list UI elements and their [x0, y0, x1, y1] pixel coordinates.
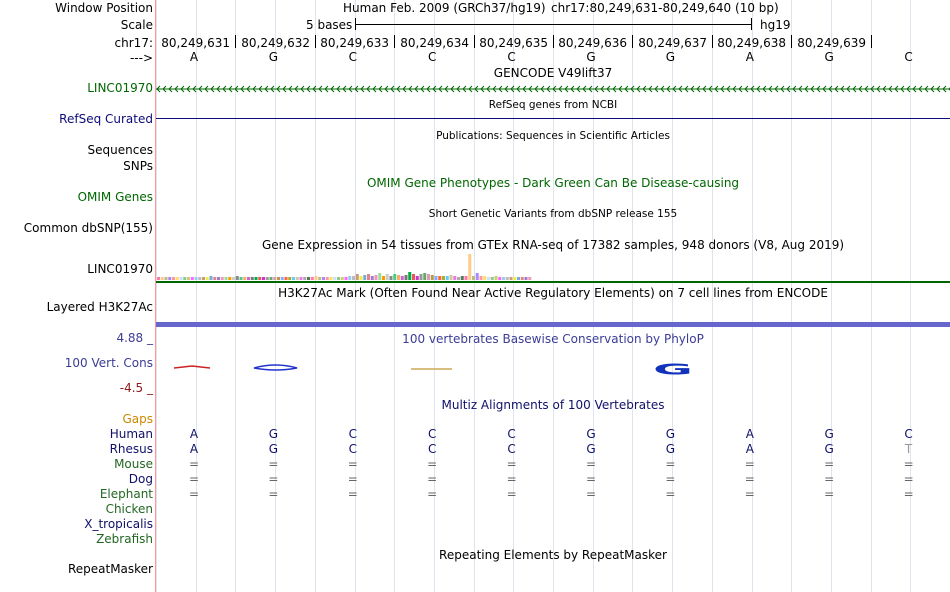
gtex-tissue-bar	[165, 277, 168, 280]
dbsnp-track-label[interactable]: Common dbSNP(155)	[23, 221, 153, 235]
alignment-base-rhesus: C	[427, 442, 437, 456]
phylop-min-label: -4.5 _	[119, 381, 153, 395]
gtex-tissue-bar	[435, 276, 438, 280]
gtex-tissue-bar	[405, 275, 408, 280]
gtex-tissue-bar	[206, 277, 209, 280]
gtex-tissue-bar	[371, 276, 374, 280]
alignment-base-mouse: =	[506, 457, 517, 471]
window-position-label: Window Position	[55, 1, 153, 15]
ruler-coordinate: 80,249,631	[161, 36, 230, 50]
alignment-base-human: C	[904, 427, 913, 441]
alignment-base-mouse: =	[665, 457, 676, 471]
alignment-base-elephant: =	[268, 487, 279, 501]
gtex-tissue-bar	[183, 277, 186, 280]
alignment-base-elephant: =	[506, 487, 517, 501]
base-letter: C	[348, 50, 357, 64]
gtex-tissue-bar	[408, 272, 411, 280]
alignment-base-dog: =	[744, 472, 755, 486]
gtex-tissue-bar	[195, 277, 198, 280]
gtex-tissue-bar	[202, 277, 205, 280]
alignment-base-dog: =	[188, 472, 200, 486]
gtex-tissue-bar	[258, 277, 261, 280]
gtex-tissue-bar	[288, 277, 291, 280]
omim-track-label[interactable]: OMIM Genes	[77, 190, 153, 204]
alignment-base-mouse: =	[824, 457, 835, 471]
base-letter: A	[745, 50, 754, 64]
scale-bar-left-tick	[355, 18, 356, 30]
gtex-tissue-bar	[431, 275, 434, 280]
ruler-tick	[315, 35, 316, 48]
species-label-elephant[interactable]: Elephant	[99, 487, 153, 501]
gtex-tissue-bar	[502, 277, 505, 280]
ruler-coordinate: 80,249,639	[797, 36, 866, 50]
gtex-tissue-bar	[251, 277, 254, 280]
h3k27ac-track-title: H3K27Ac Mark (Often Found Near Active Regulatory Elements) on 7 cell lines from ENCODE	[278, 286, 828, 300]
gtex-tissue-bar	[285, 277, 288, 280]
phylop-conservation-plot[interactable]	[156, 355, 950, 379]
gtex-tissue-bar	[326, 277, 329, 280]
gtex-tissue-bar	[303, 277, 306, 280]
ruler-tick	[553, 35, 554, 48]
gtex-tissue-bar	[292, 277, 295, 280]
gtex-tissue-bar	[510, 277, 513, 280]
gtex-tissue-bar	[210, 276, 213, 280]
alignment-base-mouse: =	[347, 457, 358, 471]
scale-db-text: hg19	[760, 18, 791, 32]
base-letter: G	[824, 50, 834, 64]
base-letter: C	[904, 50, 913, 64]
refseq-gene-line[interactable]	[156, 118, 950, 119]
cons-track-label[interactable]: 100 Vert. Cons	[64, 356, 153, 370]
alignment-base-mouse: =	[744, 457, 755, 471]
ruler-coordinate: 80,249,637	[638, 36, 707, 50]
phylop-glyphs	[156, 355, 950, 379]
alignment-base-elephant: =	[585, 487, 597, 501]
species-label-mouse[interactable]: Mouse	[114, 457, 153, 471]
alignment-base-mouse: =	[903, 457, 914, 471]
gencode-gene-feature[interactable]	[156, 81, 950, 95]
gtex-tissue-bar	[180, 277, 183, 280]
alignment-base-mouse: =	[585, 457, 597, 471]
gtex-tissue-bar	[352, 276, 355, 280]
species-label-human[interactable]: Human	[109, 427, 153, 441]
gtex-tissue-bar	[255, 277, 258, 280]
gtex-tissue-bar	[337, 277, 340, 280]
gtex-tissue-bar	[356, 274, 359, 280]
alignment-base-human: C	[348, 427, 357, 441]
gtex-tissue-bar	[483, 276, 486, 280]
alignment-base-human: G	[824, 427, 834, 441]
omim-track-title: OMIM Gene Phenotypes - Dark Green Can Be Disease-causing	[366, 176, 740, 190]
gtex-tissue-bar	[472, 276, 475, 280]
alignment-base-dog: =	[903, 472, 914, 486]
gtex-tissue-bar	[382, 276, 385, 280]
gtex-tissue-bar	[277, 277, 280, 280]
alignment-base-human: C	[507, 427, 516, 441]
gtex-tissue-bar	[315, 276, 318, 280]
rmsk-track-title: Repeating Elements by RepeatMasker	[439, 548, 667, 562]
phylop-track-title: 100 vertebrates Basewise Conservation by PhyloP	[402, 332, 704, 346]
alignment-base-elephant: =	[665, 487, 676, 501]
ruler-coordinate: 80,249,634	[400, 36, 469, 50]
ruler-tick	[235, 35, 236, 48]
scale-label: Scale	[120, 18, 153, 32]
gtex-tissue-bar	[270, 277, 273, 280]
gtex-tissue-bar	[198, 277, 201, 280]
base-letter: G	[586, 50, 596, 64]
refseq-track-label[interactable]: RefSeq Curated	[59, 112, 153, 126]
alignment-base-rhesus: C	[507, 442, 516, 456]
gtex-tissue-bar	[528, 277, 531, 280]
alignment-base-rhesus: A	[745, 442, 754, 456]
gene-label-linc01970[interactable]: LINC01970	[87, 81, 153, 95]
gtex-tissue-bar	[423, 273, 426, 280]
species-label-dog[interactable]: Dog	[128, 472, 153, 486]
ruler-coordinate: 80,249,635	[479, 36, 548, 50]
gtex-tissue-bar	[311, 277, 314, 280]
gtex-tissue-bar	[393, 274, 396, 280]
gtex-tissue-bar	[322, 277, 325, 280]
base-letter: C	[427, 50, 437, 64]
multiz-track-title: Multiz Alignments of 100 Vertebrates	[441, 398, 665, 412]
gtex-tissue-bar	[281, 277, 284, 280]
species-label-x-tropicalis[interactable]: X_tropicalis	[84, 517, 153, 531]
ruler-tick	[712, 35, 713, 48]
gtex-tissue-bar	[172, 277, 175, 280]
publications-track-title: Publications: Sequences in Scientific Articles	[436, 130, 670, 142]
alignment-base-dog: =	[506, 472, 517, 486]
gtex-tissue-bar	[517, 277, 520, 280]
gtex-tissue-bar	[442, 276, 445, 280]
gtex-tissue-bar	[168, 277, 171, 280]
gtex-tissue-bar	[236, 276, 239, 280]
gtex-tissue-bar	[341, 277, 344, 280]
alignment-base-human: G	[586, 427, 596, 441]
alignment-base-mouse: =	[427, 457, 438, 471]
alignment-base-rhesus: G	[824, 442, 834, 456]
alignment-base-human: C	[427, 427, 437, 441]
species-label-rhesus[interactable]: Rhesus	[109, 442, 153, 456]
ruler-tick	[632, 35, 633, 48]
gtex-tissue-bar	[386, 274, 389, 280]
gtex-tissue-bar	[296, 277, 299, 280]
gtex-tissue-bar	[461, 276, 464, 280]
gtex-tissue-bar	[476, 273, 479, 280]
ruler-tick	[474, 35, 475, 48]
gtex-tissue-bar	[446, 276, 449, 280]
gtex-tissue-bar	[363, 275, 366, 280]
gtex-tissue-bar	[487, 277, 490, 280]
gaps-track-label[interactable]: Gaps	[122, 412, 153, 426]
repeatmasker-track-label[interactable]: RepeatMasker	[67, 562, 153, 576]
h3k27ac-track-label[interactable]: Layered H3K27Ac	[46, 300, 153, 314]
alignment-base-rhesus: G	[665, 442, 676, 456]
gtex-tissue-bar	[221, 277, 224, 280]
base-letter: G	[665, 50, 676, 64]
gtex-tissue-bar	[176, 277, 179, 280]
gtex-tissue-bar	[360, 276, 363, 280]
gtex-tissue-bar	[243, 277, 246, 280]
gtex-tissue-bar	[161, 277, 164, 280]
gtex-tissue-bar	[348, 276, 351, 280]
gtex-tissue-bar	[318, 277, 321, 280]
gtex-tissue-bar	[333, 277, 336, 280]
gtex-tissue-bar	[453, 276, 456, 280]
gtex-tissue-bar	[480, 276, 483, 280]
gtex-expression-chart[interactable]	[156, 252, 950, 282]
svg-text:G: G	[653, 360, 693, 379]
gtex-tissue-bar	[330, 277, 333, 280]
snps-track-label[interactable]: SNPs	[123, 159, 153, 173]
alignment-base-elephant: =	[824, 487, 835, 501]
alignment-base-rhesus: C	[348, 442, 357, 456]
gtex-tissue-bar	[262, 277, 265, 280]
gtex-tissue-bar	[420, 274, 423, 280]
gtex-tissue-bar	[217, 277, 220, 280]
base-letter: G	[268, 50, 279, 64]
position-text: chr17:80,249,631-80,249,640 (10 bp)	[551, 1, 779, 15]
gtex-tissue-bar	[240, 277, 243, 280]
gtex-tissue-bar	[157, 277, 160, 280]
track-data-area[interactable]	[155, 0, 950, 592]
ruler-tick	[394, 35, 395, 48]
scale-bases-text: 5 bases	[306, 18, 353, 32]
gtex-tissue-bar	[390, 276, 393, 280]
alignment-base-dog: =	[585, 472, 597, 486]
alignment-base-elephant: =	[347, 487, 358, 501]
gtex-tissue-bar	[506, 277, 509, 280]
gtex-track-title: Gene Expression in 54 tissues from GTEx RNA-seq of 17382 samples, 948 donors (V8, Aug 2019)	[261, 238, 845, 252]
alignment-base-dog: =	[347, 472, 358, 486]
alignment-base-human: A	[745, 427, 754, 441]
dbsnp-track-title: Short Genetic Variants from dbSNP release 155	[428, 208, 678, 220]
alignment-base-rhesus: A	[189, 442, 199, 456]
ruler-tick	[871, 35, 872, 48]
alignment-base-dog: =	[268, 472, 279, 486]
species-label-chicken[interactable]: Chicken	[105, 502, 153, 516]
gtex-tissue-bar	[498, 277, 501, 280]
gtex-tissue-bar	[416, 276, 419, 280]
alignment-base-elephant: =	[188, 487, 200, 501]
ruler-coordinate: 80,249,638	[717, 36, 786, 50]
alignment-base-elephant: =	[427, 487, 438, 501]
gtex-tissue-bar	[465, 276, 468, 280]
alignment-base-rhesus: T	[904, 442, 913, 456]
gtex-tissue-bar	[491, 277, 494, 280]
track-label-column	[0, 0, 155, 592]
gtex-tissue-bar	[225, 277, 228, 280]
gtex-tissue-bar	[375, 275, 378, 280]
species-label-zebrafish[interactable]: Zebrafish	[96, 532, 153, 546]
gtex-tissue-bar	[378, 273, 381, 280]
alignment-base-dog: =	[665, 472, 676, 486]
gtex-tissue-bar	[412, 274, 415, 280]
gtex-tissue-bar	[521, 277, 524, 280]
gtex-gene-bar	[156, 281, 950, 283]
gtex-tissue-bar	[427, 274, 430, 280]
alignment-base-mouse: =	[188, 457, 200, 471]
gtex-tissue-bar	[187, 277, 190, 280]
gtex-tissue-bar	[450, 275, 453, 280]
ruler-coordinate: 80,249,633	[320, 36, 389, 50]
gtex-tissue-bar	[525, 277, 528, 280]
gtex-tissue-bar	[367, 274, 370, 280]
alignment-base-dog: =	[427, 472, 438, 486]
base-letter: C	[507, 50, 516, 64]
refseq-track-title: RefSeq genes from NCBI	[488, 99, 618, 111]
alignment-base-elephant: =	[744, 487, 755, 501]
gtex-tissue-bar	[438, 276, 441, 280]
base-letter: A	[189, 50, 199, 64]
gtex-tissue-bar	[468, 254, 471, 280]
gtex-tissue-bar	[457, 277, 460, 280]
gtex-tissue-bar	[247, 277, 250, 280]
gtex-tissue-bar	[401, 276, 404, 280]
gtex-tissue-bar	[273, 277, 276, 280]
gtex-gene-label[interactable]: LINC01970	[87, 262, 153, 276]
gtex-tissue-bar	[397, 275, 400, 280]
gtex-tissue-bar	[513, 277, 516, 280]
gtex-tissue-bar	[495, 276, 498, 280]
ruler-coordinate: 80,249,636	[558, 36, 627, 50]
scale-bar	[355, 24, 752, 25]
chrom-label: chr17:	[114, 36, 153, 50]
gtex-tissue-bar	[300, 277, 303, 280]
strand-arrow-label: --->	[129, 51, 153, 65]
gtex-tissue-bar	[228, 277, 231, 280]
linc01970-transcript	[156, 82, 950, 96]
alignment-base-human: A	[189, 427, 199, 441]
gtex-tissue-bar	[266, 277, 269, 280]
alignment-base-dog: =	[824, 472, 835, 486]
gtex-tissue-bar	[191, 277, 194, 280]
alignment-base-human: G	[268, 427, 279, 441]
ruler-tick	[791, 35, 792, 48]
scale-bar-right-tick	[751, 18, 752, 30]
h3k27ac-signal-bar[interactable]	[156, 322, 950, 327]
alignment-base-elephant: =	[903, 487, 914, 501]
gtex-tissue-bar	[345, 277, 348, 280]
gtex-tissue-bar	[232, 277, 235, 280]
gtex-tissue-bar	[307, 277, 310, 280]
assembly-text: Human Feb. 2009 (GRCh37/hg19)	[343, 1, 546, 15]
alignment-base-human: G	[665, 427, 676, 441]
sequences-track-label[interactable]: Sequences	[87, 143, 153, 157]
alignment-base-rhesus: G	[268, 442, 279, 456]
alignment-base-rhesus: G	[586, 442, 596, 456]
gtex-tissue-bar	[213, 277, 216, 280]
ruler-coordinate: 80,249,632	[241, 36, 310, 50]
gencode-track-title: GENCODE V49lift37	[493, 66, 613, 80]
alignment-base-mouse: =	[268, 457, 279, 471]
phylop-max-label: 4.88 _	[116, 331, 153, 345]
